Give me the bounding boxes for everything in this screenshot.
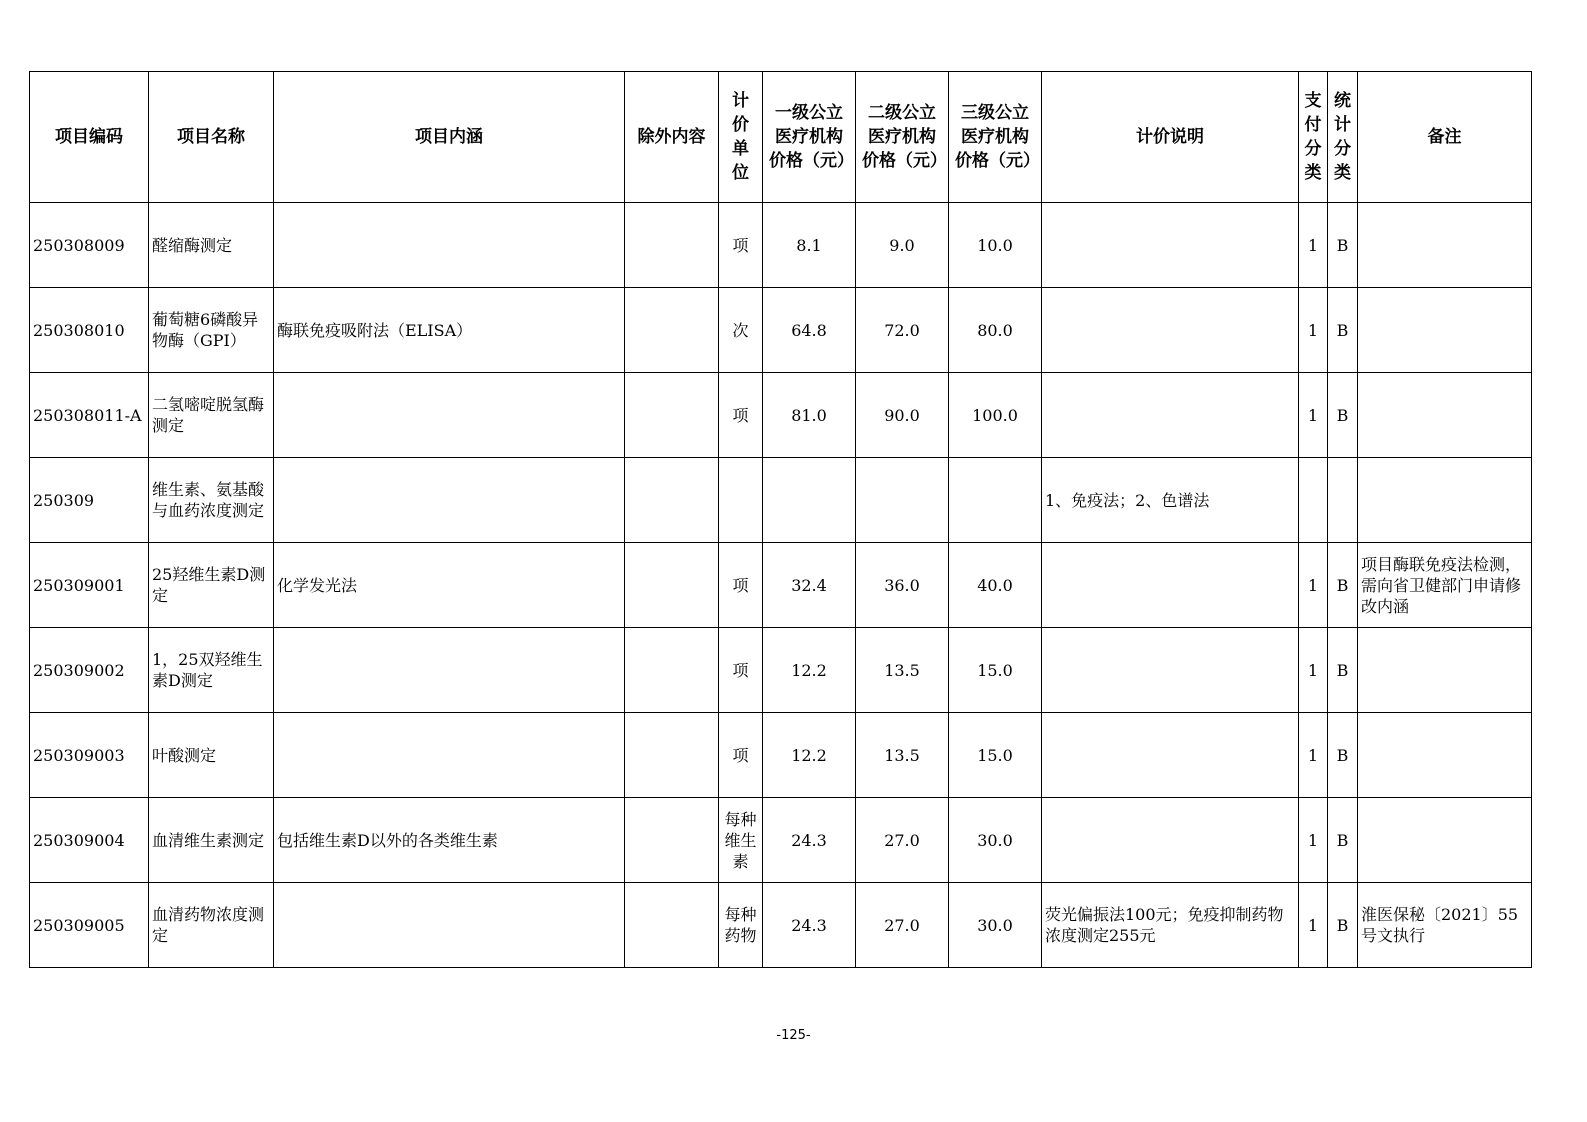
- cell-excluded: [625, 288, 719, 373]
- cell-price-level2: 90.0: [856, 373, 949, 458]
- cell-unit: 项: [719, 373, 763, 458]
- cell-remark: [1358, 628, 1532, 713]
- cell-excluded: [625, 543, 719, 628]
- cell-stat-class: B: [1328, 203, 1358, 288]
- cell-price-level3: 30.0: [949, 798, 1042, 883]
- price-table-container: [29, 71, 1532, 968]
- cell-remark: [1358, 798, 1532, 883]
- cell-excluded: [625, 713, 719, 798]
- table-row: [30, 373, 1532, 458]
- table-row: [30, 628, 1532, 713]
- cell-code: 250309003: [30, 713, 149, 798]
- cell-payment-class: 1: [1299, 288, 1328, 373]
- cell-pricing-note: [1042, 373, 1299, 458]
- cell-stat-class: B: [1328, 543, 1358, 628]
- cell-name: 25羟维生素D测定: [149, 543, 274, 628]
- cell-price-level3: 10.0: [949, 203, 1042, 288]
- cell-unit: [719, 458, 763, 543]
- cell-pricing-note: [1042, 628, 1299, 713]
- cell-excluded: [625, 628, 719, 713]
- cell-remark: 淮医保秘〔2021〕55号文执行: [1358, 883, 1532, 968]
- cell-price-level3: 80.0: [949, 288, 1042, 373]
- cell-payment-class: 1: [1299, 798, 1328, 883]
- cell-price-level2: 9.0: [856, 203, 949, 288]
- cell-excluded: [625, 203, 719, 288]
- cell-content: [274, 458, 625, 543]
- cell-stat-class: B: [1328, 798, 1358, 883]
- cell-payment-class: [1299, 458, 1328, 543]
- header-excluded: 除外内容: [625, 72, 719, 203]
- cell-remark: 项目酶联免疫法检测，需向省卫健部门申请修改内涵: [1358, 543, 1532, 628]
- cell-unit: 次: [719, 288, 763, 373]
- cell-unit: 项: [719, 628, 763, 713]
- cell-price-level3: 15.0: [949, 628, 1042, 713]
- cell-price-level2: 13.5: [856, 628, 949, 713]
- cell-payment-class: 1: [1299, 203, 1328, 288]
- cell-remark: [1358, 373, 1532, 458]
- cell-code: 250309001: [30, 543, 149, 628]
- cell-price-level1: [763, 458, 856, 543]
- header-code: 项目编码: [30, 72, 149, 203]
- cell-content: [274, 203, 625, 288]
- cell-remark: [1358, 458, 1532, 543]
- cell-code: 250308010: [30, 288, 149, 373]
- price-table: [29, 71, 1532, 968]
- cell-stat-class: B: [1328, 883, 1358, 968]
- page-number: -125-: [776, 1028, 811, 1043]
- header-unit: 计价单位: [719, 72, 763, 203]
- cell-code: 250309002: [30, 628, 149, 713]
- cell-price-level3: 30.0: [949, 883, 1042, 968]
- cell-name: 醛缩酶测定: [149, 203, 274, 288]
- cell-content: 酶联免疫吸附法（ELISA）: [274, 288, 625, 373]
- cell-price-level2: 27.0: [856, 883, 949, 968]
- header-name: 项目名称: [149, 72, 274, 203]
- table-row: [30, 458, 1532, 543]
- cell-content: 包括维生素D以外的各类维生素: [274, 798, 625, 883]
- cell-price-level2: [856, 458, 949, 543]
- cell-unit: 每种维生素: [719, 798, 763, 883]
- header-remark: 备注: [1358, 72, 1532, 203]
- cell-name: 维生素、氨基酸与血药浓度测定: [149, 458, 274, 543]
- cell-name: 1，25双羟维生素D测定: [149, 628, 274, 713]
- cell-price-level1: 24.3: [763, 798, 856, 883]
- cell-price-level1: 24.3: [763, 883, 856, 968]
- header-payment-class: 支付分类: [1299, 72, 1328, 203]
- cell-price-level1: 32.4: [763, 543, 856, 628]
- cell-content: [274, 883, 625, 968]
- cell-name: 血清药物浓度测定: [149, 883, 274, 968]
- cell-unit: 项: [719, 203, 763, 288]
- cell-payment-class: 1: [1299, 883, 1328, 968]
- cell-stat-class: B: [1328, 628, 1358, 713]
- cell-code: 250309005: [30, 883, 149, 968]
- cell-price-level2: 72.0: [856, 288, 949, 373]
- cell-payment-class: 1: [1299, 713, 1328, 798]
- table-row: [30, 798, 1532, 883]
- cell-remark: [1358, 203, 1532, 288]
- cell-pricing-note: 1、免疫法；2、色谱法: [1042, 458, 1299, 543]
- table-row: [30, 883, 1532, 968]
- cell-stat-class: [1328, 458, 1358, 543]
- cell-price-level1: 12.2: [763, 628, 856, 713]
- cell-price-level3: [949, 458, 1042, 543]
- cell-stat-class: B: [1328, 713, 1358, 798]
- cell-pricing-note: [1042, 798, 1299, 883]
- cell-name: 葡萄糖6磷酸异物酶（GPI）: [149, 288, 274, 373]
- cell-content: 化学发光法: [274, 543, 625, 628]
- header-price-level2: 二级公立医疗机构价格（元）: [856, 72, 949, 203]
- cell-stat-class: B: [1328, 288, 1358, 373]
- cell-price-level1: 81.0: [763, 373, 856, 458]
- cell-pricing-note: [1042, 288, 1299, 373]
- header-pricing-note: 计价说明: [1042, 72, 1299, 203]
- cell-code: 250309: [30, 458, 149, 543]
- cell-unit: 项: [719, 713, 763, 798]
- cell-content: [274, 628, 625, 713]
- cell-name: 叶酸测定: [149, 713, 274, 798]
- cell-excluded: [625, 373, 719, 458]
- cell-excluded: [625, 458, 719, 543]
- cell-name: 血清维生素测定: [149, 798, 274, 883]
- cell-price-level3: 40.0: [949, 543, 1042, 628]
- cell-excluded: [625, 883, 719, 968]
- cell-price-level3: 100.0: [949, 373, 1042, 458]
- cell-price-level1: 12.2: [763, 713, 856, 798]
- cell-price-level3: 15.0: [949, 713, 1042, 798]
- header-stat-class: 统计分类: [1328, 72, 1358, 203]
- cell-payment-class: 1: [1299, 628, 1328, 713]
- cell-price-level2: 27.0: [856, 798, 949, 883]
- cell-code: 250309004: [30, 798, 149, 883]
- cell-stat-class: B: [1328, 373, 1358, 458]
- table-row: [30, 288, 1532, 373]
- table-row: [30, 543, 1532, 628]
- cell-remark: [1358, 713, 1532, 798]
- header-price-level3: 三级公立医疗机构价格（元）: [949, 72, 1042, 203]
- cell-content: [274, 373, 625, 458]
- cell-price-level1: 64.8: [763, 288, 856, 373]
- cell-content: [274, 713, 625, 798]
- header-price-level1: 一级公立医疗机构价格（元）: [763, 72, 856, 203]
- cell-remark: [1358, 288, 1532, 373]
- header-content: 项目内涵: [274, 72, 625, 203]
- cell-unit: 每种药物: [719, 883, 763, 968]
- cell-pricing-note: [1042, 543, 1299, 628]
- cell-price-level1: 8.1: [763, 203, 856, 288]
- cell-code: 250308011-A: [30, 373, 149, 458]
- cell-pricing-note: 荧光偏振法100元；免疫抑制药物浓度测定255元: [1042, 883, 1299, 968]
- cell-price-level2: 13.5: [856, 713, 949, 798]
- cell-pricing-note: [1042, 713, 1299, 798]
- cell-payment-class: 1: [1299, 543, 1328, 628]
- cell-payment-class: 1: [1299, 373, 1328, 458]
- header-row: [30, 72, 1532, 203]
- cell-pricing-note: [1042, 203, 1299, 288]
- cell-code: 250308009: [30, 203, 149, 288]
- table-row: [30, 203, 1532, 288]
- cell-excluded: [625, 798, 719, 883]
- table-row: [30, 713, 1532, 798]
- cell-unit: 项: [719, 543, 763, 628]
- cell-price-level2: 36.0: [856, 543, 949, 628]
- cell-name: 二氢嘧啶脱氢酶测定: [149, 373, 274, 458]
